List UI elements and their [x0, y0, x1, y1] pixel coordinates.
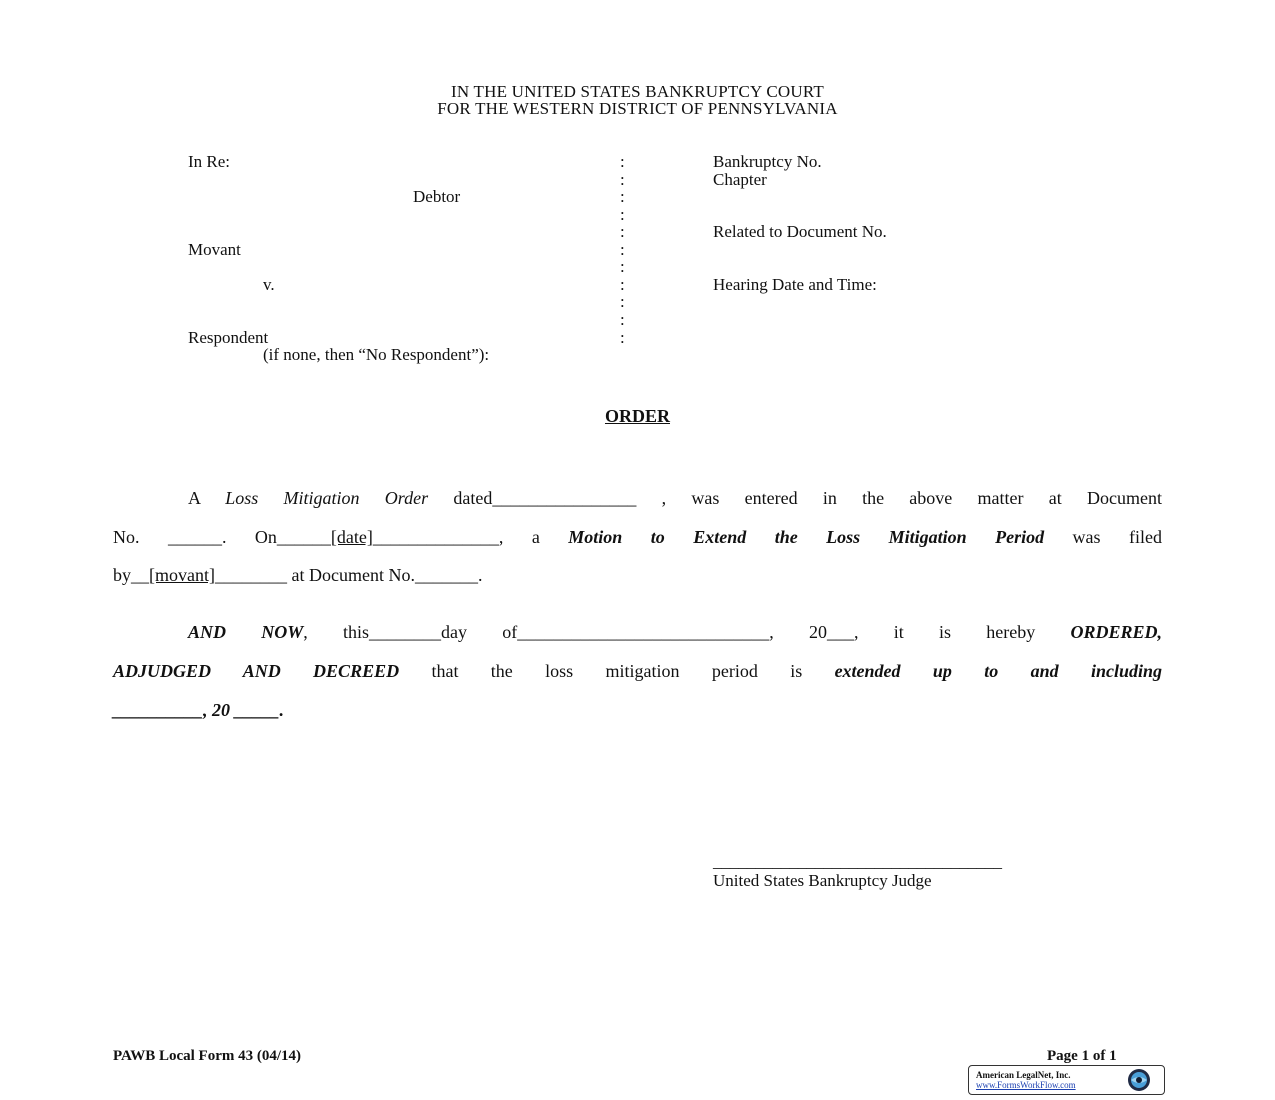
versus-label: v.: [263, 275, 275, 294]
paragraph1-line2: No. ______. On______[date]______________, a Motion to Extend the Loss Mitigation Period was filed: [113, 527, 1162, 547]
movant-label: Movant: [188, 240, 241, 259]
logo-company-name: American LegalNet, Inc.: [976, 1070, 1071, 1080]
date-placeholder: [date]: [330, 527, 373, 547]
page-number: Page 1 of 1: [1047, 1048, 1117, 1064]
and-now-term: AND NOW: [188, 622, 304, 642]
order-title: ORDER: [604, 406, 670, 426]
caption-colon: :: [620, 257, 625, 276]
respondent-note: (if none, then “No Respondent”):: [263, 345, 490, 364]
caption-colon: :: [620, 170, 625, 189]
paragraph1-line3: by__[movant]________ at Document No._______.: [113, 565, 483, 585]
judge-signature-label: United States Bankruptcy Judge: [713, 871, 932, 890]
caption-colon: :: [620, 328, 625, 347]
movant-placeholder: [movant]: [149, 565, 215, 585]
debtor-label: Debtor: [413, 187, 461, 206]
court-name-line2: FOR THE WESTERN DISTRICT OF PENNSYLVANIA: [437, 99, 838, 118]
caption-colon: :: [620, 222, 625, 241]
caption-colon: :: [620, 310, 625, 329]
bankruptcy-no-label: Bankruptcy No.: [713, 152, 822, 171]
globe-icon: [1127, 1068, 1151, 1092]
motion-term: Motion to Extend the Loss Mitigation Period: [568, 527, 1045, 547]
signature-line: __________________________________: [713, 852, 1002, 871]
chapter-label: Chapter: [713, 170, 767, 189]
paragraph2-line3: __________, 20 _____.: [113, 700, 284, 720]
caption-colon: :: [620, 152, 625, 171]
in-re-label: In Re:: [188, 152, 231, 171]
logo-website-link[interactable]: www.FormsWorkFlow.com: [976, 1080, 1076, 1090]
caption-colon: :: [620, 240, 625, 259]
caption-colon: :: [620, 292, 625, 311]
caption-colon: :: [620, 205, 625, 224]
court-name-line1: IN THE UNITED STATES BANKRUPTCY COURT: [451, 82, 824, 101]
paragraph2-line1: AND NOW, this________day of____________________________, 20___, it is hereby ORDERED,: [188, 622, 1162, 642]
caption-colon: :: [620, 187, 625, 206]
form-identifier: PAWB Local Form 43 (04/14): [113, 1048, 302, 1064]
american-legalnet-logo[interactable]: [968, 1065, 1165, 1095]
related-document-label: Related to Document No.: [713, 222, 887, 241]
hearing-date-time-label: Hearing Date and Time:: [713, 275, 877, 294]
extended-term: extended up to and including: [834, 661, 1163, 681]
loss-mitigation-order-term: Loss Mitigation Order: [225, 488, 429, 508]
paragraph1-line1: A Loss Mitigation Order dated________________ , was entered in the above matter at Document: [188, 488, 1162, 508]
adjudged-term: ADJUDGED AND DECREED: [113, 661, 400, 681]
respondent-label: Respondent: [188, 328, 269, 347]
paragraph2-line2: ADJUDGED AND DECREED that the loss mitigation period is extended up to and including: [113, 661, 1163, 681]
caption-colon: :: [620, 275, 625, 294]
ordered-term: ORDERED,: [1070, 622, 1162, 642]
